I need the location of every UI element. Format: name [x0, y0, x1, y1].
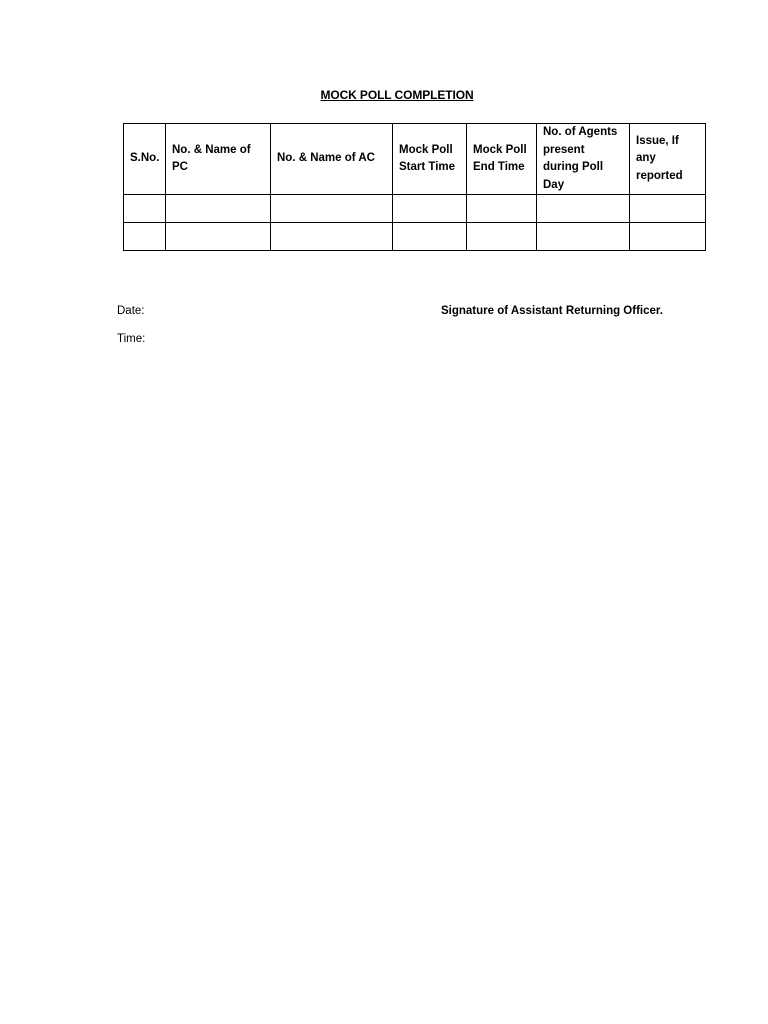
mock-poll-table [123, 123, 706, 251]
table-cell [537, 223, 630, 251]
table-cell [271, 223, 393, 251]
table-cell [630, 223, 706, 251]
header-end-time: Mock Poll End Time [467, 124, 537, 195]
date-label: Date: [117, 305, 145, 317]
table-cell [537, 195, 630, 223]
table-cell [124, 223, 166, 251]
header-ac: No. & Name of AC [271, 124, 393, 195]
table-row [124, 223, 706, 251]
table-cell [630, 195, 706, 223]
table-cell [393, 223, 467, 251]
header-issue: Issue, If any reported [630, 124, 706, 195]
header-pc: No. & Name of PC [166, 124, 271, 195]
table-header-row [124, 124, 706, 195]
header-sno: S.No. [124, 124, 166, 195]
header-agents: No. of Agents present during Poll Day [537, 124, 630, 195]
table-cell [271, 195, 393, 223]
header-start-time: Mock Poll Start Time [393, 124, 467, 195]
table-cell [166, 223, 271, 251]
table-row [124, 195, 706, 223]
table-cell [124, 195, 166, 223]
table-cell [467, 195, 537, 223]
signature-label: Signature of Assistant Returning Officer. [441, 305, 663, 317]
table-cell [393, 195, 467, 223]
table-cell [467, 223, 537, 251]
table-cell [166, 195, 271, 223]
document-title: MOCK POLL COMPLETION [320, 88, 474, 102]
time-label: Time: [117, 333, 146, 345]
